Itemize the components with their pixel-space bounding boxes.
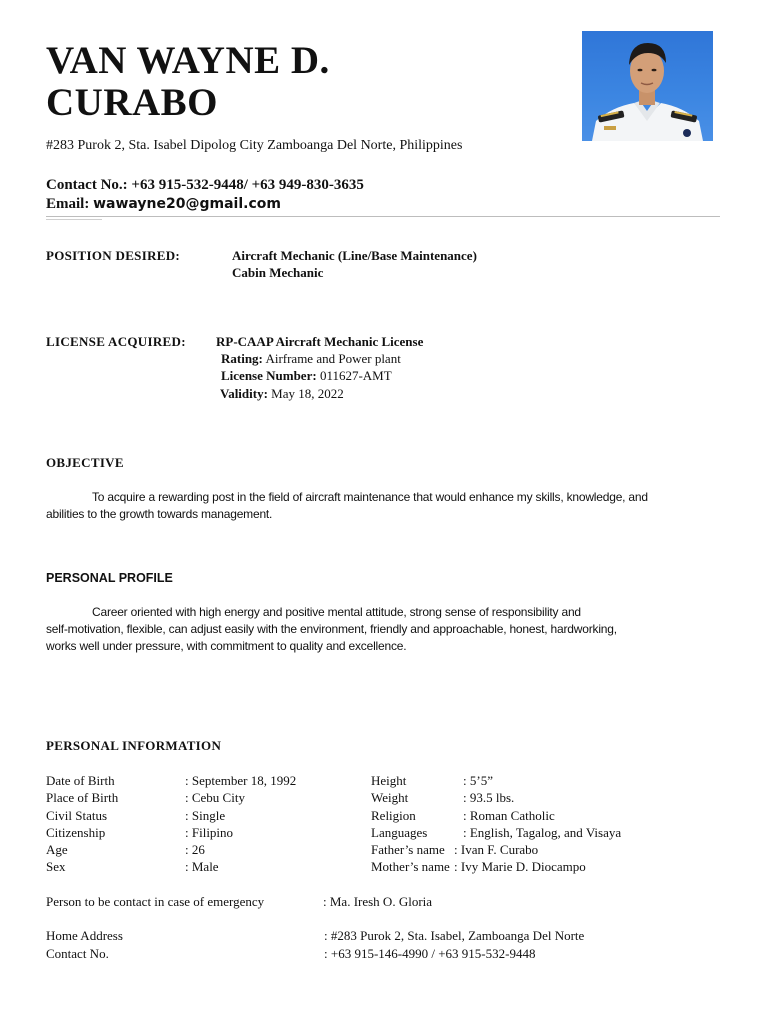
header-divider-short — [46, 219, 102, 220]
info-value: : English, Tagalog, and Visaya — [463, 824, 622, 840]
info-value: : Ivan F. Curabo — [454, 842, 539, 858]
license-label: LICENSE ACQUIRED: — [46, 334, 186, 349]
info-label: Citizenship — [46, 824, 106, 840]
email-label: Email: — [46, 196, 90, 212]
profile-text — [46, 604, 726, 655]
info-label: Date of Birth — [46, 773, 115, 788]
emergency-contact-label: Contact No. — [46, 946, 109, 961]
info-label: Age — [46, 842, 68, 858]
info-label: Religion — [371, 807, 416, 823]
info-label: Weight — [371, 790, 409, 806]
info-value: : Single — [185, 807, 226, 823]
applicant-photo — [582, 31, 713, 141]
info-value: : September 18, 1992 — [185, 773, 297, 788]
license-number-value: 011627-AMT — [319, 368, 392, 383]
profile-heading: PERSONAL PROFILE — [46, 571, 173, 585]
license-title: RP-CAAP Aircraft Mechanic License — [216, 334, 424, 349]
info-label: Sex — [46, 859, 66, 875]
emergency-value: : Ma. Iresh O. Gloria — [323, 894, 433, 909]
home-address-label: Home Address — [46, 928, 123, 943]
info-value: : Roman Catholic — [463, 807, 555, 823]
home-address-value: : #283 Purok 2, Sta. Isabel, Zamboanga Del Norte — [324, 928, 585, 943]
info-value: : Ivy Marie D. Diocampo — [454, 859, 586, 875]
info-label: Mother’s name — [371, 859, 450, 875]
rating-value: Airframe and Power plant — [265, 351, 401, 366]
contact-label: Contact No.: — [46, 177, 128, 193]
info-label: Height — [371, 773, 407, 788]
license-rating — [221, 351, 401, 367]
header-divider — [46, 216, 720, 217]
profile-line-1: Career oriented with high energy and positive mental attitude, strong sense of responsibility and — [92, 605, 581, 619]
email — [46, 196, 281, 213]
info-label: Civil Status — [46, 807, 108, 823]
profile-line-2: self-motivation, flexible, can adjust easily with the environment, friendly and approachable, honest, hardworking, — [46, 622, 617, 636]
personal-info-left-values — [185, 772, 296, 876]
name-line-1: VAN WAYNE D. — [46, 39, 330, 82]
objective-line-2: abilities to the growth towards management. — [46, 507, 273, 521]
validity-value: May 18, 2022 — [271, 386, 344, 401]
info-value: : 93.5 lbs. — [463, 790, 515, 806]
info-value: : Male — [185, 859, 219, 875]
info-label: Languages — [371, 824, 428, 840]
info-label: Father’s name — [371, 842, 445, 858]
info-value: : Cebu City — [185, 790, 245, 806]
personal-info-heading: PERSONAL INFORMATION — [46, 738, 222, 753]
position-line-1: Aircraft Mechanic (Line/Base Maintenance) — [232, 248, 477, 263]
emergency-label: Person to be contact in case of emergency — [46, 894, 265, 909]
portrait-image — [582, 31, 713, 141]
applicant-name — [46, 40, 330, 124]
info-label: Place of Birth — [46, 790, 119, 806]
position-line-2: Cabin Mechanic — [232, 265, 324, 280]
info-value: : 26 — [185, 842, 205, 858]
personal-info-right-values — [454, 772, 622, 876]
email-value[interactable]: wawayne20@gmail.com — [93, 196, 281, 212]
objective-heading: OBJECTIVE — [46, 455, 124, 470]
license-number — [221, 368, 392, 384]
license-number-label: License Number: — [221, 368, 317, 383]
address: #283 Purok 2, Sta. Isabel Dipolog City Zamboanga Del Norte, Philippines — [46, 138, 463, 153]
personal-info-right-labels — [371, 772, 450, 876]
info-value: : 5’5” — [463, 773, 493, 788]
info-value: : Filipino — [185, 824, 234, 840]
emergency-contact-value: : +63 915-146-4990 / +63 915-532-9448 — [324, 946, 536, 961]
name-line-2: CURABO — [46, 81, 219, 124]
position-label: POSITION DESIRED: — [46, 248, 181, 263]
contact-numbers — [46, 177, 364, 194]
objective-line-1: To acquire a rewarding post in the field of aircraft maintenance that would enhance my skills, knowledge, and — [92, 490, 648, 504]
contact-value: +63 915-532-9448/ +63 949-830-3635 — [131, 177, 364, 193]
personal-info-left-labels — [46, 772, 118, 876]
rating-label: Rating: — [221, 351, 263, 366]
license-validity — [220, 386, 344, 402]
objective-text — [46, 489, 726, 523]
profile-line-3: works well under pressure, with commitment to quality and excellence. — [46, 639, 407, 653]
validity-label: Validity: — [220, 386, 268, 401]
